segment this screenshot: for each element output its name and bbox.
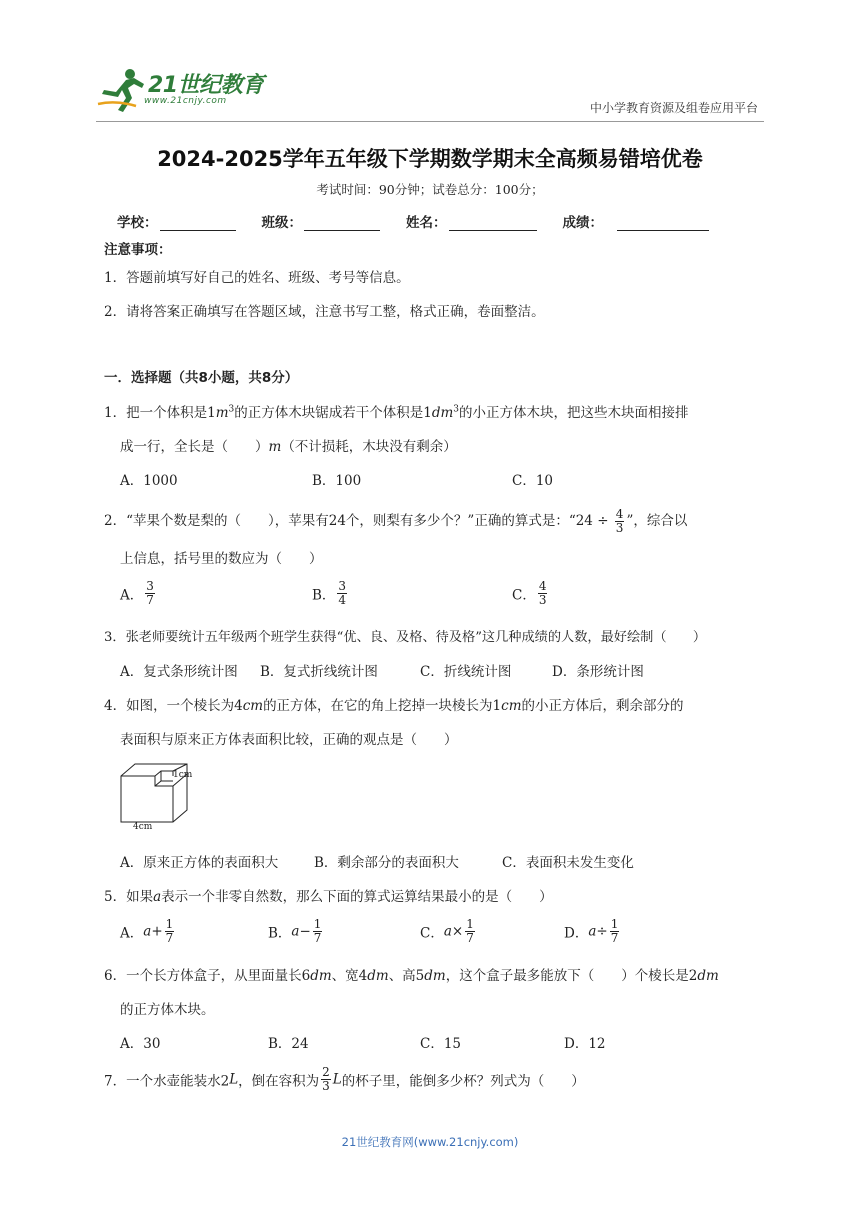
q4-unit: cm bbox=[501, 698, 522, 714]
logo-url: www.21cnjy.com bbox=[144, 96, 227, 106]
cube-small-edge-label: 1cm bbox=[173, 770, 193, 780]
option-c[interactable]: C．10 bbox=[512, 473, 554, 489]
q5-options bbox=[120, 918, 760, 954]
option-b[interactable]: B． $\frac{3}{4}$ bbox=[312, 579, 347, 607]
q2-text: 2．“苹果个数是梨的（ ），苹果有24个，则梨有多少个？”正确的算式是：“24 ÷ bbox=[104, 513, 613, 529]
name-field[interactable] bbox=[406, 211, 537, 231]
name-label: 姓名： bbox=[406, 215, 447, 231]
q1-text: （不计损耗，木块没有剩余） bbox=[281, 439, 457, 455]
q6-text: 6．一个长方体盒子，从里面量长6 bbox=[104, 968, 311, 984]
score-field[interactable] bbox=[563, 211, 710, 231]
option-c[interactable]: C． $\frac{4}{3}$ bbox=[512, 579, 547, 607]
option-a[interactable]: A．复式条形统计图 bbox=[120, 664, 238, 680]
q2-fraction: $\frac{4}{3}$ bbox=[615, 507, 624, 535]
q6-text: 、宽4 bbox=[331, 968, 368, 984]
q1-text: 的正方体木块锯成若干个体积是1 bbox=[234, 405, 432, 421]
option-b[interactable]: B．24 bbox=[268, 1036, 309, 1052]
q7-text: 7．一个水壶能装水2 bbox=[104, 1073, 230, 1090]
q7-text: ，倒在容积为 bbox=[238, 1073, 320, 1090]
platform-label: 中小学教育资源及组卷应用平台 bbox=[589, 101, 758, 115]
question-5 bbox=[104, 885, 553, 905]
q4-text: 4．如图，一个棱长为4 bbox=[104, 698, 243, 714]
class-field[interactable] bbox=[262, 211, 381, 231]
q1-unit: m bbox=[268, 439, 282, 455]
option-b[interactable]: B．100 bbox=[312, 473, 362, 489]
q5-text: 表示一个非零自然数，那么下面的算式运算结果最小的是（ ） bbox=[161, 889, 553, 905]
q5-text: 5．如果 bbox=[104, 889, 154, 905]
q4-unit: cm bbox=[242, 698, 264, 714]
q1-unit: m bbox=[215, 405, 229, 421]
option-c[interactable]: C．折线统计图 bbox=[420, 664, 512, 680]
school-blank[interactable] bbox=[160, 214, 236, 231]
q2-text: ”，综合以 bbox=[626, 513, 688, 529]
q1-text: 1．把一个体积是1 bbox=[104, 405, 216, 421]
logo bbox=[96, 66, 266, 116]
option-b[interactable]: B．剩余部分的表面积大 bbox=[314, 855, 459, 871]
note-item: 1．答题前填写好自己的姓名、班级、考号等信息。 bbox=[104, 270, 410, 286]
q6-unit: dm bbox=[424, 968, 446, 984]
question-4-cont: 表面积与原来正方体表面积比较，正确的观点是（ ） bbox=[120, 732, 458, 748]
q6-text: ，这个盒子最多能放下（ ）个棱长是2 bbox=[445, 968, 698, 984]
score-label: 成绩： bbox=[562, 215, 603, 231]
q6-unit: dm bbox=[310, 968, 332, 984]
note-item: 2．请将答案正确填写在答题区域，注意书写工整，格式正确，卷面整洁。 bbox=[104, 304, 545, 320]
question-2 bbox=[104, 508, 687, 535]
q7-fraction: $\frac{2}{3}$ bbox=[322, 1065, 330, 1093]
cube-figure bbox=[115, 762, 205, 834]
school-field[interactable] bbox=[117, 211, 236, 231]
question-3: 3．张老师要统计五年级两个班学生获得“优、良、及格、待及格”这几种成绩的人数，最好绘制（ ） bbox=[104, 630, 707, 645]
option-d[interactable]: D．12 bbox=[564, 1036, 606, 1052]
header-divider bbox=[96, 121, 764, 122]
question-2-cont: 上信息，括号里的数应为（ ） bbox=[120, 551, 323, 567]
question-1-cont bbox=[120, 435, 457, 455]
school-label: 学校： bbox=[117, 215, 158, 231]
option-a[interactable]: A．1000 bbox=[120, 473, 178, 489]
option-a[interactable]: A．原来正方体的表面积大 bbox=[120, 855, 279, 871]
logo-text: 21世纪教育 bbox=[148, 73, 264, 98]
option-a[interactable]: A．a+ $\frac{1}{7}$ bbox=[120, 917, 174, 945]
q2-options bbox=[120, 580, 720, 616]
q6-unit: dm bbox=[367, 968, 389, 984]
exam-info: 考试时间：90分钟；试卷总分：100分； bbox=[316, 182, 544, 197]
question-4 bbox=[104, 694, 684, 714]
option-b[interactable]: B．复式折线统计图 bbox=[260, 664, 378, 680]
question-6 bbox=[104, 964, 719, 984]
option-d[interactable]: D．a÷ $\frac{1}{7}$ bbox=[564, 917, 619, 945]
score-blank[interactable] bbox=[617, 214, 709, 231]
option-a[interactable]: A．30 bbox=[120, 1036, 161, 1052]
q4-text: 的小正方体后，剩余部分的 bbox=[521, 698, 684, 714]
q7-unit: L bbox=[229, 1071, 239, 1088]
page-title: 2024-2025学年五年级下学期数学期末全高频易错培优卷 bbox=[157, 147, 703, 171]
name-blank[interactable] bbox=[449, 214, 537, 231]
cube-edge-label: 4cm bbox=[133, 822, 153, 832]
class-blank[interactable] bbox=[304, 214, 380, 231]
option-a[interactable]: A． $\frac{3}{7}$ bbox=[120, 579, 154, 607]
option-c[interactable]: C．a× $\frac{1}{7}$ bbox=[420, 917, 474, 945]
q1-text: 成一行，全长是（ ） bbox=[120, 439, 269, 455]
question-7 bbox=[104, 1066, 585, 1093]
q7-unit: L bbox=[332, 1071, 342, 1088]
option-c[interactable]: C．15 bbox=[420, 1036, 462, 1052]
student-fields bbox=[117, 211, 735, 231]
q6-unit: dm bbox=[697, 968, 719, 984]
notes-heading: 注意事项： bbox=[104, 242, 172, 258]
q1-unit: dm bbox=[431, 405, 454, 421]
q6-text: 、高5 bbox=[388, 968, 425, 984]
option-c[interactable]: C．表面积未发生变化 bbox=[502, 855, 634, 871]
footer-link[interactable]: 21世纪教育网(www.21cnjy.com) bbox=[341, 1135, 519, 1149]
q4-text: 的正方体，在它的角上挖掉一块棱长为1 bbox=[263, 698, 502, 714]
question-6-cont: 的正方体木块。 bbox=[120, 1002, 215, 1018]
section-heading: 一．选择题（共8小题，共8分） bbox=[104, 370, 299, 386]
option-b[interactable]: B．a− $\frac{1}{7}$ bbox=[268, 917, 322, 945]
runner-logo-icon bbox=[96, 66, 148, 114]
option-d[interactable]: D．条形统计图 bbox=[552, 664, 644, 680]
q5-var: a bbox=[153, 889, 162, 905]
q1-text: 的小正方体木块，把这些木块面相接排 bbox=[459, 405, 689, 421]
class-label: 班级： bbox=[261, 215, 302, 231]
q7-text: 的杯子里，能倒多少杯？列式为（ ） bbox=[341, 1073, 585, 1090]
question-1: 1．把一个体积是$1m^3$的正方体木块锯成若干个体积是$1dm^3$的小正方体木块，把这些木块面相接排 bbox=[104, 404, 689, 421]
